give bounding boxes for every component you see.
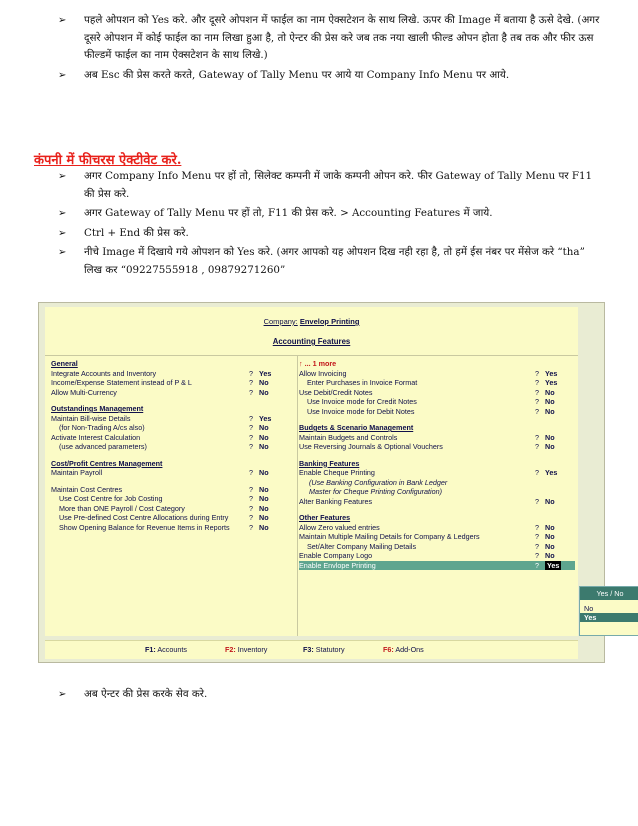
screen-title: Accounting Features [272, 337, 351, 346]
right-feature-column [299, 359, 575, 570]
feature-value[interactable] [535, 388, 575, 398]
function-key-1[interactable] [145, 645, 187, 654]
section-header [51, 359, 289, 369]
feature-row[interactable] [299, 561, 575, 571]
yes-no-value[interactable]: No [259, 432, 269, 442]
feature-row[interactable] [299, 369, 575, 379]
step-bullet: ➢ अगर Gateway of Tally Menu पर हों तो, F11 की प्रेस करे. > Accounting Features में जाये. [54, 205, 604, 223]
yes-no-popup [579, 586, 638, 636]
feature-label: Allow Zero valued entries [299, 522, 380, 532]
feature-value[interactable] [535, 561, 575, 571]
feature-label: Outstandings Management [51, 404, 144, 413]
yes-no-value[interactable]: No [259, 503, 269, 513]
feature-value[interactable] [535, 433, 575, 443]
feature-value[interactable] [249, 388, 289, 398]
feature-value[interactable] [535, 551, 575, 561]
feature-label: Enable Company Logo [299, 551, 373, 560]
feature-row[interactable] [51, 369, 289, 379]
feature-label: General [51, 359, 78, 368]
feature-row [299, 359, 575, 369]
question-mark: ? [535, 560, 539, 570]
feature-row[interactable] [51, 433, 289, 443]
feature-row [299, 487, 575, 497]
yes-no-value[interactable]: Yes [259, 413, 272, 423]
feature-row[interactable] [299, 551, 575, 561]
feature-row[interactable] [299, 433, 575, 443]
feature-row[interactable] [299, 542, 575, 552]
feature-value[interactable] [535, 542, 575, 552]
function-key-code: F3: [303, 645, 314, 654]
feature-value[interactable] [535, 532, 575, 542]
feature-row[interactable] [51, 513, 289, 523]
question-mark: ? [249, 423, 253, 432]
yes-no-value[interactable]: No [545, 551, 555, 560]
section-header [299, 513, 575, 523]
yes-no-value[interactable]: Yes [259, 368, 272, 378]
feature-label: Other Features [299, 513, 351, 522]
tally-main-panel [45, 307, 578, 636]
yes-no-value[interactable]: No [259, 468, 269, 477]
feature-value[interactable] [249, 504, 289, 514]
question-mark: ? [535, 468, 539, 477]
steps-bullet-list [0, 168, 604, 281]
feature-label: (use advanced parameters) [59, 442, 147, 451]
yes-no-value[interactable]: No [545, 496, 555, 506]
question-mark: ? [249, 368, 253, 378]
feature-row[interactable] [299, 497, 575, 507]
yes-no-value[interactable]: Yes [545, 378, 558, 387]
question-mark: ? [249, 513, 253, 522]
feature-label: (for Non-Trading A/cs also) [59, 423, 145, 432]
feature-row[interactable] [299, 388, 575, 398]
feature-value[interactable] [249, 468, 289, 478]
function-key-3[interactable] [303, 645, 345, 654]
feature-label: Enable Envlope Printing [299, 560, 376, 570]
final-bullet: ➢ अब ऐन्टर की प्रेस करके सेव करे. [54, 686, 604, 704]
feature-value[interactable] [249, 523, 289, 533]
feature-label: Integrate Accounts and Inventory [51, 368, 157, 378]
section-header [299, 423, 575, 433]
feature-value[interactable] [249, 378, 289, 388]
feature-label: Use Invoice mode for Debit Notes [307, 406, 415, 416]
section-heading: कंपनी में फीचरस ऐक्टीवेट करे. [34, 153, 182, 168]
row-spacer [299, 506, 575, 513]
question-mark: ? [249, 484, 253, 494]
step-bullet: ➢ Ctrl + End की प्रेस करे. [54, 225, 604, 243]
function-key-code: F6: [383, 645, 394, 654]
company-label: Company: [263, 317, 298, 326]
feature-row[interactable] [299, 378, 575, 388]
yes-no-value[interactable]: No [545, 397, 555, 406]
yes-no-value[interactable]: No [545, 532, 555, 541]
tally-screenshot [38, 302, 624, 663]
yes-no-value[interactable]: No [545, 387, 555, 397]
function-key-code: F1: [145, 645, 156, 654]
feature-row[interactable] [51, 388, 289, 398]
feature-row[interactable] [299, 532, 575, 542]
row-spacer [51, 478, 289, 485]
feature-label: Set/Alter Company Mailing Details [307, 541, 417, 551]
yes-no-value[interactable]: No [259, 387, 269, 397]
function-key-code: F2: [225, 645, 236, 654]
question-mark: ? [535, 442, 539, 451]
feature-row[interactable] [51, 504, 289, 514]
feature-label: Use Cost Centre for Job Costing [59, 494, 163, 503]
feature-value[interactable] [535, 397, 575, 407]
feature-value[interactable] [249, 442, 289, 452]
intro-bullet: ➢ पहले ओपशन को Yes करे. और दूसरे ओपशन में फाईल का नाम ऐक्सटेशन के साथ लिखे. ऊपर की Image में बताया है ऊसे देखे. (अगर दूसरे ओपशन में कोई फाईल का नाम लिखा हुआ है, तो ऐन्टर की प्रेस करे जब तक नया खाली फील्ड ओपन होता है तब तक और फीर ऊस फील्डमें फाईल का नाम ऐक्सटेशन के साथ लिखे.) [54, 12, 604, 65]
feature-row[interactable] [299, 407, 575, 417]
function-key-label: Statutory [315, 645, 345, 654]
row-spacer [299, 452, 575, 459]
feature-value[interactable] [535, 369, 575, 379]
yes-no-value[interactable]: Yes [547, 560, 560, 570]
feature-label: Show Opening Balance for Revenue Items in Reports [59, 522, 230, 532]
question-mark: ? [249, 494, 253, 503]
question-mark: ? [535, 532, 539, 541]
question-mark: ? [535, 397, 539, 406]
question-mark: ? [249, 503, 253, 513]
feature-label: Banking Features [299, 458, 360, 468]
feature-value[interactable] [249, 485, 289, 495]
question-mark: ? [535, 496, 539, 506]
feature-value[interactable] [535, 468, 575, 478]
feature-value[interactable] [535, 442, 575, 452]
feature-label: Enable Cheque Printing [299, 468, 375, 477]
question-mark: ? [535, 406, 539, 416]
feature-row[interactable] [51, 468, 289, 478]
yes-no-value[interactable]: No [545, 406, 555, 416]
yes-no-value[interactable]: No [545, 522, 555, 532]
yes-no-value[interactable]: No [545, 432, 555, 442]
feature-label: Enter Purchases in Invoice Format [307, 378, 418, 387]
feature-label: Allow Multi-Currency [51, 387, 117, 397]
intro-bullet-list [0, 12, 604, 86]
question-mark: ? [249, 378, 253, 387]
yes-no-value[interactable]: No [259, 494, 269, 503]
column-divider [297, 355, 298, 636]
function-key-2[interactable] [225, 645, 267, 654]
feature-label: (Use Banking Configuration in Bank Ledger [309, 477, 448, 487]
feature-label: Maintain Cost Centres [51, 484, 123, 494]
feature-label: Master for Cheque Printing Configuration) [309, 487, 443, 496]
yes-no-value[interactable]: No [259, 442, 269, 451]
left-feature-column [51, 359, 289, 532]
function-key-4[interactable] [383, 645, 424, 654]
feature-value[interactable] [249, 494, 289, 504]
feature-row[interactable] [299, 442, 575, 452]
function-key-bar [45, 640, 578, 659]
question-mark: ? [535, 551, 539, 560]
yes-no-title: Yes / No [580, 587, 638, 600]
feature-row[interactable] [51, 378, 289, 388]
feature-value[interactable] [249, 513, 289, 523]
feature-label: Income/Expense Statement instead of P & L [51, 378, 192, 387]
feature-label: Activate Interest Calculation [51, 432, 141, 442]
question-mark: ? [249, 387, 253, 397]
feature-label: More than ONE Payroll / Cost Category [59, 503, 185, 513]
question-mark: ? [249, 522, 253, 532]
section-header [51, 404, 289, 414]
feature-label: ↑ ... 1 more [299, 359, 337, 368]
yes-no-value[interactable]: No [259, 423, 269, 432]
intro-bullet: ➢ अब Esc की प्रेस करते करते, Gateway of Tally Menu पर आये या Company Info Menu पर आये. [54, 67, 604, 85]
question-mark: ? [249, 468, 253, 477]
feature-row[interactable] [51, 414, 289, 424]
yes-no-value[interactable]: Yes [545, 468, 558, 477]
yes-no-value[interactable]: No [259, 522, 269, 532]
yes-no-value[interactable]: No [259, 378, 269, 387]
question-mark: ? [535, 522, 539, 532]
yes-no-value[interactable]: No [259, 484, 269, 494]
feature-value[interactable] [249, 414, 289, 424]
question-mark: ? [535, 387, 539, 397]
feature-row[interactable] [51, 442, 289, 452]
feature-label: Cost/Profit Centres Management [51, 458, 163, 468]
feature-row[interactable] [51, 494, 289, 504]
section-header [51, 459, 289, 469]
final-bullet-list [0, 686, 604, 706]
yes-no-value[interactable]: No [545, 541, 555, 551]
feature-row[interactable] [299, 523, 575, 533]
feature-label: Maintain Budgets and Controls [299, 432, 398, 442]
question-mark: ? [249, 432, 253, 442]
step-bullet: ➢ अगर Company Info Menu पर हों तो, सिलेक्ट कम्पनी में जाके कम्पनी ओपन करे. फीर Gateway of Tally Menu पर F11 की प्रेस करे. [54, 168, 604, 203]
feature-value[interactable] [249, 433, 289, 443]
function-key-label: Accounts [157, 645, 187, 654]
row-spacer [51, 452, 289, 459]
feature-label: Allow Invoicing [299, 368, 347, 378]
option-yes[interactable]: Yes [580, 613, 638, 622]
question-mark: ? [249, 442, 253, 451]
feature-value[interactable] [535, 378, 575, 388]
yes-no-value[interactable]: No [545, 442, 555, 451]
feature-label: Use Invoice mode for Credit Notes [307, 397, 417, 406]
feature-row[interactable] [51, 485, 289, 495]
feature-label: Alter Banking Features [299, 496, 373, 506]
feature-label: Budgets & Scenario Management [299, 423, 414, 432]
feature-value[interactable] [535, 407, 575, 417]
question-mark: ? [249, 413, 253, 423]
row-spacer [299, 416, 575, 423]
feature-row[interactable] [299, 468, 575, 478]
yes-no-value[interactable]: Yes [545, 368, 558, 378]
feature-row[interactable] [299, 397, 575, 407]
feature-label: Maintain Payroll [51, 468, 103, 477]
feature-value[interactable] [249, 423, 289, 433]
row-spacer [51, 397, 289, 404]
company-name: Envelop Printing [299, 317, 360, 326]
yes-no-value[interactable]: No [259, 513, 269, 522]
step-bullet: ➢ नीचे Image में दिखाये गये ओपशन को Yes करे. (अगर आपको यह ओपशन दिख नही रहा है, तो हमें ईस नंबर पर मेंसेज करे “tha” लिख कर “09227555918 , 09879271260” [54, 244, 604, 279]
feature-row[interactable] [51, 523, 289, 533]
feature-value[interactable] [535, 497, 575, 507]
section-header [299, 459, 575, 469]
feature-label: Use Reversing Journals & Optional Vouchers [299, 442, 443, 451]
feature-row[interactable] [51, 423, 289, 433]
company-line [45, 317, 578, 326]
question-mark: ? [535, 378, 539, 387]
function-key-label: Inventory [237, 645, 268, 654]
feature-row [299, 478, 575, 488]
feature-label: Use Pre-defined Cost Centre Allocations during Entry [59, 513, 229, 522]
function-key-label: Add-Ons [395, 645, 424, 654]
divider [45, 355, 578, 356]
question-mark: ? [535, 432, 539, 442]
feature-value[interactable] [535, 523, 575, 533]
feature-label: Maintain Bill-wise Details [51, 413, 131, 423]
question-mark: ? [535, 368, 539, 378]
feature-label: Use Debit/Credit Notes [299, 387, 373, 397]
feature-label: Maintain Multiple Mailing Details for Company & Ledgers [299, 532, 480, 541]
question-mark: ? [535, 541, 539, 551]
option-no[interactable]: No [584, 604, 594, 613]
feature-value[interactable] [249, 369, 289, 379]
